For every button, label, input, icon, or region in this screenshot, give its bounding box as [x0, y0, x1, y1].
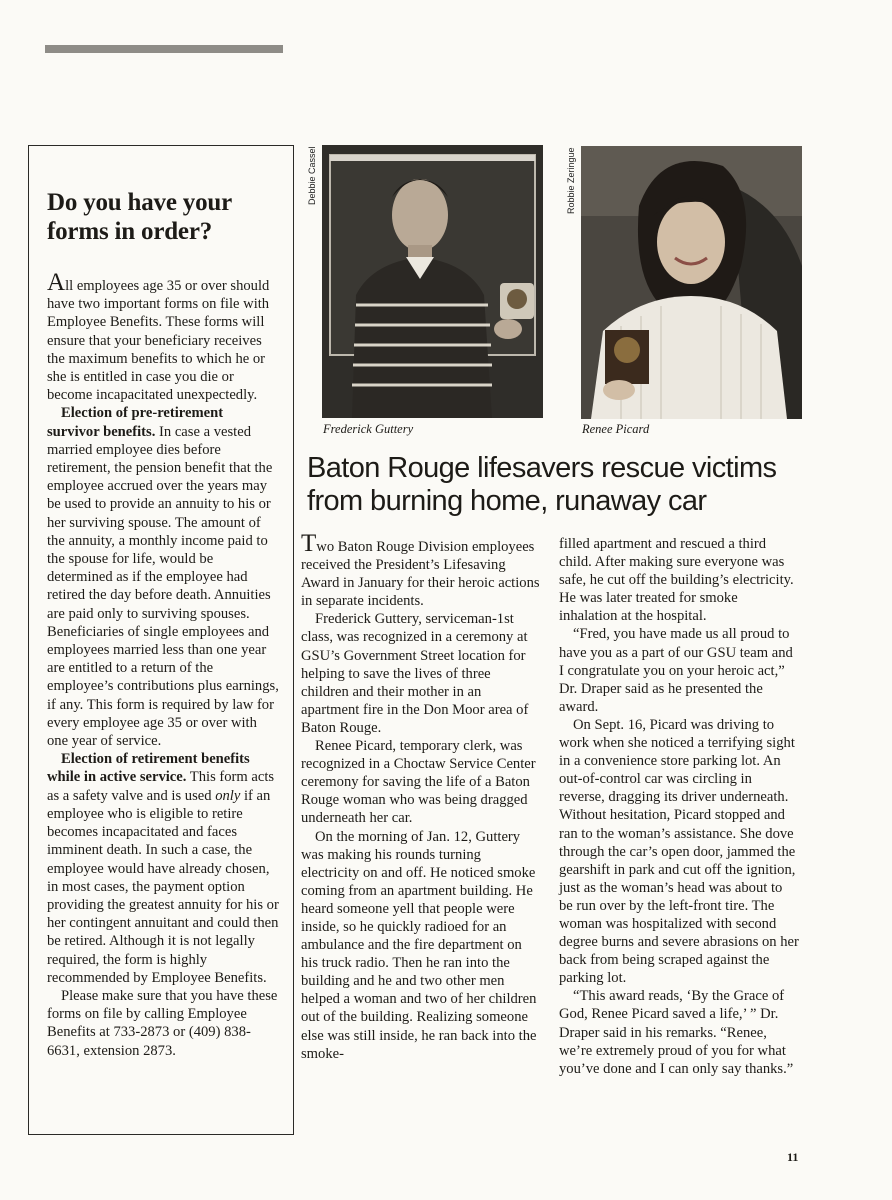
- page-number: 11: [787, 1150, 799, 1164]
- article-column-2: [559, 535, 799, 1078]
- sidebar-dropcap: A: [47, 269, 66, 296]
- article-paragraph: filled apartment and rescued a third child. After making sure everyone was safe, he cut off the building’s electricity. He was later treated for smoke inhalation at the hospital.: [559, 536, 794, 625]
- article-headline: Baton Rouge lifesavers rescue victims from burning home, runaway car: [307, 452, 777, 517]
- article-paragraph: Frederick Guttery, serviceman-1st class, was recognized in a ceremony at GSU’s Government Street location for helping to save the lives of three children and their mother in an apartment fire in the Don Moor area of Baton Rouge.: [301, 611, 529, 736]
- photo-frederick-guttery: [322, 145, 543, 418]
- article-paragraph: On Sept. 16, Picard was driving to work when she noticed a terrifying sight in a convenience store parking lot. An out-of-control car was circling in reverse, dragging its driver underneath. Without hesitation, Picard stopped and ran to the woman’s assistance. She dove through the car’s open door, jammed the gearshift in park and cut off the ignition, just as the woman’s head was about to be run over by the left-front tire. The woman was hospitalized with second degree burns and severe abrasions on her back from being scraped against the parking lot.: [559, 716, 799, 987]
- photo-caption-2: Renee Picard: [582, 422, 650, 436]
- sidebar-section-1-heading: Election of pre-retirement survivor benefits.: [47, 405, 224, 440]
- article-paragraph: “This award reads, ‘By the Grace of God, Renee Picard saved a life,’ ” Dr. Draper said in his remarks. “Renee, we’re extremely proud of you for what you’ve done and I can only say thanks.”: [559, 988, 794, 1077]
- sidebar-section-2-only: only: [215, 787, 241, 804]
- article-column-1: [301, 530, 541, 1063]
- photo-credit-1: Debbie Cassel: [307, 146, 317, 205]
- photo-2-illustration: [581, 146, 802, 419]
- photo-renee-picard: [581, 146, 802, 419]
- photo-1-illustration: [322, 145, 543, 418]
- article-paragraph: On the morning of Jan. 12, Guttery was making his rounds turning electricity on and off. He noticed smoke coming from an apartment building. He heard someone yell that people were inside, so he quickly radioed for an ambulance and the fire department on his truck radio. Then he ran into the building and he and two other men helped a woman and two of her children out of the building. Realizing someone else was still inside, he ran back into the smoke-: [301, 828, 537, 1062]
- article-paragraph-text: wo Baton Rouge Division employees received the President’s Lifesaving Award in January for their heroic actions in separate incidents.: [301, 539, 540, 610]
- article-paragraph: Renee Picard, temporary clerk, was recognized in a Choctaw Service Center ceremony for saving the life of a Baton Rouge woman who was being dragged underneath her car.: [301, 738, 536, 827]
- photo-credit-2: Robbie Zeringue: [566, 147, 576, 214]
- sidebar-section-1: [47, 404, 279, 750]
- sidebar-closing: Please make sure that you have these forms on file by calling Employee Benefits at 733-2873 or (409) 838-6631, extension 2873.: [47, 987, 278, 1059]
- sidebar-section-2-text-b: if an employee who is eligible to retire becomes incapacitated and faces imminent death. In such a case, the employee would have already chosen, in most cases, the payment option providing the greatest annuity for his or her contingent annuitant and could then be retired. Although it is not legally required, the form is highly recommended by Employee Benefits.: [47, 787, 279, 986]
- article-paragraph: “Fred, you have made us all proud to have you as a part of our GSU team and I congratulate you on your heroic act,” Dr. Draper said as he presented the award.: [559, 626, 793, 715]
- sidebar-box: [28, 145, 294, 1135]
- article-paragraph: [301, 530, 541, 610]
- top-rule: [45, 45, 283, 53]
- article-dropcap: T: [301, 530, 317, 557]
- sidebar-title: Do you have your forms in order?: [47, 189, 232, 245]
- sidebar-intro: [47, 269, 279, 404]
- sidebar-section-2-text-a: This form acts as a safety valve and is used: [47, 769, 275, 804]
- sidebar-section-2-heading: Election of retirement benefits while in active service.: [47, 751, 250, 786]
- sidebar-section-1-text: In case a vested married employee dies before retirement, the pension benefit that the employee accrued over the years may be used to provide an annuity to his or her surviving spouse. The amount of the annuity, a monthly income paid to the spouse for life, would be determined as if the employee had retired the day before death. Annuities are paid only to surviving spouses. Beneficiaries of single employees and employees married less than one year are entitled to a return of the employee’s contributions plus earnings, if any. This form is required by law for every employee age 35 or over with one year of service.: [47, 423, 279, 750]
- sidebar-intro-text: ll employees age 35 or over should have two important forms on file with Employee Benefits. These forms will ensure that your beneficiary receives the maximum benefits to which he or she is entitled in case you die or become incapacitated unexpectedly.: [47, 278, 270, 404]
- sidebar-section-2: [47, 750, 279, 987]
- photo-caption-1: Frederick Guttery: [323, 422, 414, 436]
